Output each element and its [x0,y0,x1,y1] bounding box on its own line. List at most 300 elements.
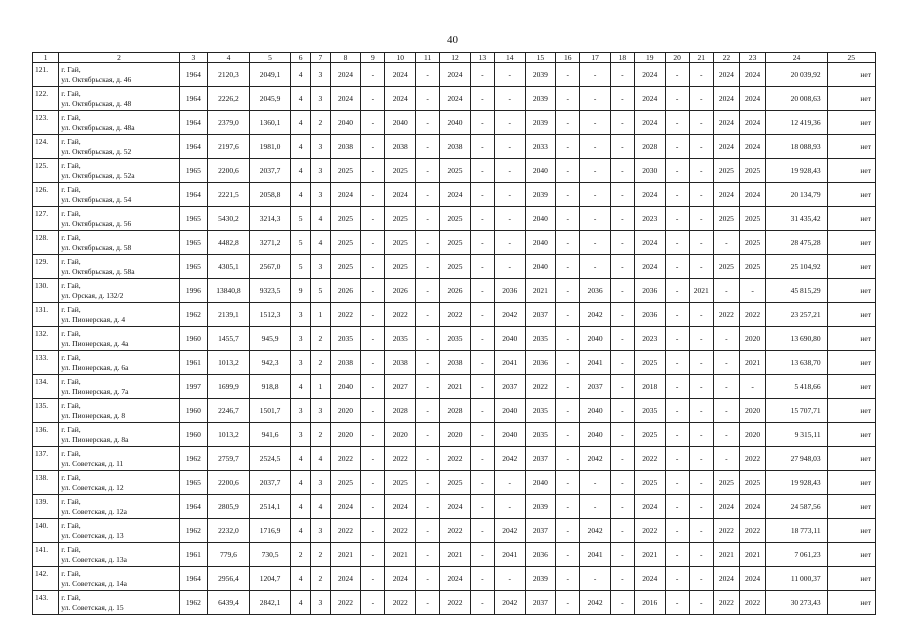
data-cell: 3 [311,471,331,495]
data-cell: 1699,9 [208,375,250,399]
data-cell: 1965 [179,231,207,255]
data-cell: 2024 [740,87,766,111]
data-cell: 2045,9 [249,87,291,111]
data-cell: - [610,447,634,471]
data-cell: - [689,543,713,567]
data-cell: - [556,255,580,279]
data-cell: 2200,6 [208,471,250,495]
data-cell: 1965 [179,207,207,231]
data-cell: 31 435,42 [766,207,827,231]
data-cell: - [580,111,611,135]
address-cell [59,231,179,255]
address-city: г. Гай, [61,353,81,362]
data-cell: 2024 [440,495,471,519]
data-cell: - [416,471,440,495]
data-cell: - [713,447,739,471]
data-cell: 2024 [740,183,766,207]
address-street: ул. Октябрьская, д. 48 [61,98,132,108]
data-cell: 2022 [330,519,361,543]
data-cell: - [689,567,713,591]
data-cell: - [556,207,580,231]
data-cell: 2022 [440,303,471,327]
table-row [33,543,876,567]
data-cell: 2035 [634,399,665,423]
data-cell: - [556,399,580,423]
data-cell: 1960 [179,423,207,447]
data-cell: - [580,87,611,111]
data-cell: 2025 [440,255,471,279]
data-cell: нет [827,183,875,207]
column-number-cell: 25 [827,53,875,63]
data-cell: - [665,495,689,519]
data-cell: - [470,231,494,255]
address-city: г. Гай, [61,593,81,602]
data-cell: 28 475,28 [766,231,827,255]
address-street: ул. Советская, д. 11 [61,458,124,468]
data-cell: - [556,279,580,303]
data-cell: - [416,447,440,471]
data-cell: 19 928,43 [766,159,827,183]
data-cell: 2022 [525,375,556,399]
address-cell [59,327,179,351]
data-cell: 45 815,29 [766,279,827,303]
data-cell: 2025 [634,351,665,375]
data-cell: - [494,111,525,135]
data-cell: 2842,1 [249,591,291,615]
data-cell: 2022 [740,303,766,327]
data-cell: 2021 [713,543,739,567]
data-cell: - [470,111,494,135]
address-cell [59,471,179,495]
data-cell: - [665,231,689,255]
data-cell: 2036 [634,303,665,327]
address-street: ул. Советская, д. 13 [61,530,124,540]
data-cell: - [556,111,580,135]
data-cell: 3 [291,423,311,447]
address-city: г. Гай, [61,401,81,410]
data-cell: 4 [291,87,311,111]
row-number: 141. [33,543,59,567]
address-city: г. Гай, [61,545,81,554]
data-cell: 2040 [525,207,556,231]
data-cell: 1964 [179,567,207,591]
data-cell: - [416,279,440,303]
data-cell: - [556,375,580,399]
data-cell: 2026 [385,279,416,303]
column-number-cell: 13 [470,53,494,63]
data-cell: 4 [291,111,311,135]
data-cell: - [610,279,634,303]
data-cell: 2021 [440,375,471,399]
address-street: ул. Октябрьская, д. 48а [61,122,135,132]
data-cell: - [689,447,713,471]
data-cell: 2039 [525,87,556,111]
data-cell: 3 [311,159,331,183]
data-cell: - [556,447,580,471]
data-cell: нет [827,279,875,303]
data-cell: - [494,159,525,183]
data-cell: 2024 [330,495,361,519]
data-cell: 2036 [494,279,525,303]
address-cell [59,87,179,111]
data-cell: 2024 [740,63,766,87]
data-cell: 2139,1 [208,303,250,327]
data-cell: - [665,63,689,87]
data-cell: - [689,87,713,111]
data-cell: 2024 [330,63,361,87]
data-cell: 2037 [525,303,556,327]
data-cell: - [580,567,611,591]
data-cell: 2025 [634,423,665,447]
page-number: 40 [447,34,458,46]
column-number-cell: 1 [33,53,59,63]
data-cell: - [416,135,440,159]
data-cell: - [361,543,385,567]
data-cell: - [470,303,494,327]
data-cell: 2040 [385,111,416,135]
column-number-cell: 9 [361,53,385,63]
data-cell: 2567,0 [249,255,291,279]
data-cell: 942,3 [249,351,291,375]
data-cell: 2226,2 [208,87,250,111]
data-cell: 2041 [580,543,611,567]
data-cell: - [713,327,739,351]
address-street: ул. Октябрьская, д. 56 [61,218,132,228]
data-cell: 5 [291,255,311,279]
data-cell: - [470,183,494,207]
data-cell: 2025 [713,471,739,495]
data-cell: - [361,495,385,519]
data-cell: 2024 [713,63,739,87]
data-cell: 2040 [494,399,525,423]
column-number-cell: 8 [330,53,361,63]
data-cell: 4 [311,207,331,231]
data-cell: 20 134,79 [766,183,827,207]
data-cell: - [416,351,440,375]
data-cell: 2020 [740,399,766,423]
data-cell: 2025 [740,255,766,279]
data-cell: - [556,351,580,375]
data-cell: 2022 [385,447,416,471]
address-city: г. Гай, [61,497,81,506]
data-cell: - [689,495,713,519]
data-cell: - [689,423,713,447]
address-cell [59,375,179,399]
address-cell [59,447,179,471]
address-cell [59,207,179,231]
data-cell: - [416,255,440,279]
table-row [33,351,876,375]
row-number: 140. [33,519,59,543]
data-cell: 2020 [740,327,766,351]
data-cell: 4 [291,447,311,471]
data-cell: 2036 [525,543,556,567]
row-number: 126. [33,183,59,207]
data-cell: - [665,375,689,399]
row-number: 122. [33,87,59,111]
data-cell: 1512,3 [249,303,291,327]
address-street: ул. Пионерская, д. 6а [61,362,129,372]
address-cell [59,183,179,207]
table-row [33,255,876,279]
data-cell: 12 419,36 [766,111,827,135]
data-cell: 2 [311,423,331,447]
data-cell: 13 690,80 [766,327,827,351]
data-cell: - [416,207,440,231]
data-cell: - [494,135,525,159]
data-cell: 2018 [634,375,665,399]
data-cell: 2016 [634,591,665,615]
data-cell: 2022 [440,519,471,543]
data-cell: - [689,519,713,543]
data-cell: 2038 [440,135,471,159]
table-row [33,519,876,543]
row-number: 125. [33,159,59,183]
data-cell: 1716,9 [249,519,291,543]
data-cell: 2040 [494,423,525,447]
data-cell: - [361,303,385,327]
table-row [33,567,876,591]
data-cell: 2040 [580,327,611,351]
data-cell: 2021 [330,543,361,567]
data-cell: 2042 [494,519,525,543]
data-cell: - [556,303,580,327]
data-cell: - [665,399,689,423]
data-cell: 945,9 [249,327,291,351]
data-cell: 1961 [179,351,207,375]
data-cell: 30 273,43 [766,591,827,615]
data-cell: 2025 [330,255,361,279]
data-cell: - [689,471,713,495]
data-cell: - [494,231,525,255]
data-cell: 2024 [330,567,361,591]
data-cell: - [689,207,713,231]
data-cell: - [665,423,689,447]
data-cell: 2022 [713,519,739,543]
data-cell: 4 [291,495,311,519]
data-cell: - [361,231,385,255]
data-cell: 3 [311,399,331,423]
data-cell: - [689,327,713,351]
data-cell: 2024 [740,111,766,135]
data-cell: 2042 [580,447,611,471]
data-cell: 2020 [385,423,416,447]
data-cell: - [610,231,634,255]
data-cell: 2020 [330,423,361,447]
data-cell: - [665,447,689,471]
data-cell: 2037 [525,447,556,471]
data-cell: 2028 [440,399,471,423]
column-number-cell: 7 [311,53,331,63]
data-cell: 1013,2 [208,423,250,447]
data-cell: 6439,4 [208,591,250,615]
data-cell: - [689,111,713,135]
address-street: ул. Октябрьская, д. 58а [61,266,135,276]
data-cell: 2022 [740,591,766,615]
address-cell [59,423,179,447]
data-cell: 1964 [179,495,207,519]
data-cell: 2035 [525,423,556,447]
address-street: ул. Орская, д. 132/2 [61,290,124,300]
data-cell: 1964 [179,87,207,111]
data-cell: 2035 [330,327,361,351]
data-cell: - [470,375,494,399]
table-row [33,159,876,183]
data-cell: 2025 [330,159,361,183]
data-cell: 25 104,92 [766,255,827,279]
address-street: ул. Советская, д. 15 [61,602,124,612]
data-cell: - [665,471,689,495]
table-row [33,63,876,87]
table-row [33,111,876,135]
data-cell: нет [827,63,875,87]
data-cell: 5 [311,279,331,303]
data-cell: 1 [311,303,331,327]
data-cell: - [556,543,580,567]
address-city: г. Гай, [61,137,81,146]
address-cell [59,135,179,159]
data-cell: 13840,8 [208,279,250,303]
data-cell: 2024 [440,567,471,591]
address-street: ул. Советская, д. 14а [61,578,127,588]
data-cell: - [470,399,494,423]
data-cell: - [665,567,689,591]
data-cell: 20 008,63 [766,87,827,111]
data-cell: - [665,351,689,375]
address-cell [59,279,179,303]
data-cell: 2041 [494,351,525,375]
data-cell: - [610,87,634,111]
data-cell: 2 [311,543,331,567]
data-cell: 2037 [580,375,611,399]
data-cell: 2036 [580,279,611,303]
data-cell: - [713,351,739,375]
column-number-cell: 6 [291,53,311,63]
column-number-cell: 2 [59,53,179,63]
data-cell: - [361,447,385,471]
data-cell: 15 707,71 [766,399,827,423]
data-cell: 2028 [634,135,665,159]
data-cell: 4 [291,375,311,399]
data-cell: 5 418,66 [766,375,827,399]
row-number: 124. [33,135,59,159]
data-cell: 2024 [713,495,739,519]
data-cell: 2020 [330,399,361,423]
data-cell: - [556,231,580,255]
data-cell: 1962 [179,447,207,471]
address-street: ул. Пионерская, д. 8 [61,410,126,420]
data-cell: - [689,63,713,87]
data-cell: 2020 [740,423,766,447]
data-cell: 3 [291,399,311,423]
data-cell: - [416,183,440,207]
data-cell: 2037,7 [249,159,291,183]
data-cell: 18 773,11 [766,519,827,543]
table-row [33,447,876,471]
table-row [33,231,876,255]
data-cell: - [494,183,525,207]
address-street: ул. Пионерская, д. 8а [61,434,129,444]
data-cell: 2042 [580,303,611,327]
table-row [33,303,876,327]
data-cell: 2035 [385,327,416,351]
data-cell: 2024 [713,87,739,111]
data-cell: 2024 [634,567,665,591]
column-number-cell: 20 [665,53,689,63]
data-cell: 2022 [330,591,361,615]
data-cell: 2759,7 [208,447,250,471]
row-number: 138. [33,471,59,495]
address-city: г. Гай, [61,185,81,194]
data-cell: - [665,87,689,111]
data-cell: - [689,591,713,615]
table-row [33,87,876,111]
data-cell: - [361,375,385,399]
address-city: г. Гай, [61,305,81,314]
data-cell: - [665,159,689,183]
data-cell: - [470,159,494,183]
data-cell: нет [827,591,875,615]
data-cell: 2024 [440,87,471,111]
data-cell: 2197,6 [208,135,250,159]
data-cell: - [556,519,580,543]
data-cell: 23 257,21 [766,303,827,327]
data-cell: 2022 [385,591,416,615]
data-cell: 2030 [634,159,665,183]
column-number-cell: 22 [713,53,739,63]
data-cell: - [416,567,440,591]
data-cell: - [361,471,385,495]
data-cell: 2038 [385,135,416,159]
data-cell: 4 [291,591,311,615]
data-cell: 2024 [385,63,416,87]
column-number-cell: 18 [610,53,634,63]
data-cell: 2020 [440,423,471,447]
table-row [33,327,876,351]
address-street: ул. Советская, д. 12 [61,482,124,492]
column-number-cell: 15 [525,53,556,63]
data-cell: 2038 [440,351,471,375]
data-cell: нет [827,471,875,495]
data-cell: - [580,63,611,87]
data-cell: нет [827,375,875,399]
data-cell: 2040 [525,255,556,279]
address-city: г. Гай, [61,377,81,386]
data-cell: 9323,5 [249,279,291,303]
address-cell [59,159,179,183]
data-cell: - [610,567,634,591]
data-cell: 2024 [634,495,665,519]
data-cell: 730,5 [249,543,291,567]
data-cell: 1962 [179,303,207,327]
data-cell: 9 [291,279,311,303]
data-cell: - [610,495,634,519]
data-cell: 1962 [179,591,207,615]
data-cell: 2024 [634,63,665,87]
data-cell: - [494,207,525,231]
data-cell: 2025 [385,471,416,495]
data-cell: 2033 [525,135,556,159]
data-cell: 2120,3 [208,63,250,87]
row-number: 139. [33,495,59,519]
data-cell: 2022 [713,303,739,327]
data-cell: 4482,8 [208,231,250,255]
column-number-cell: 5 [249,53,291,63]
data-cell: 1965 [179,159,207,183]
column-number-cell: 3 [179,53,207,63]
data-cell: - [689,399,713,423]
column-number-cell: 12 [440,53,471,63]
